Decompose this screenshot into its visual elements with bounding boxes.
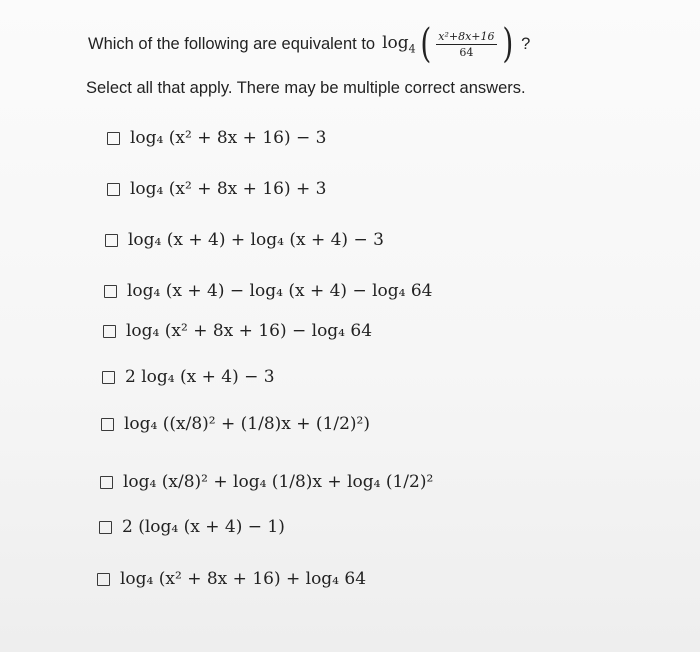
question-fraction [436, 30, 496, 59]
checkbox-icon[interactable] [103, 325, 116, 338]
option-10-expression: log₄ (x² + 8x + 16) + log₄ 64 [120, 569, 367, 589]
option-8-expression: log₄ (x/8)² + log₄ (1/8)x + log₄ (1/2)² [123, 472, 434, 492]
checkbox-icon[interactable] [107, 183, 120, 196]
question-fraction-numerator: x²+8x+16 [438, 29, 495, 43]
question-mark: ? [521, 34, 531, 53]
option-3-expression: log₄ (x + 4) + log₄ (x + 4) − 3 [128, 230, 384, 250]
question-text [88, 21, 531, 67]
question-prefix: Which of the following are equivalent to [88, 34, 376, 53]
option-7-expression: log₄ ((x/8)² + (1/8)x + (1/2)²) [124, 414, 371, 434]
question-log: $\log_4$ [382, 32, 416, 56]
checkbox-icon[interactable] [100, 476, 113, 489]
checkbox-icon[interactable] [102, 371, 115, 384]
option-6-expression: 2 log₄ (x + 4) − 3 [125, 367, 275, 387]
option-4-expression: log₄ (x + 4) − log₄ (x + 4) − log₄ 64 [127, 281, 433, 301]
option-1[interactable] [107, 128, 326, 148]
option-5[interactable] [103, 321, 372, 341]
checkbox-icon[interactable] [97, 573, 110, 586]
option-2[interactable] [107, 179, 326, 199]
option-7[interactable] [101, 414, 370, 434]
question-left-paren: ( [419, 21, 431, 67]
checkbox-icon[interactable] [99, 521, 112, 534]
option-9-expression: 2 (log₄ (x + 4) − 1) [122, 517, 285, 537]
checkbox-icon[interactable] [104, 285, 117, 298]
question-fraction-denominator: 64 [459, 45, 474, 59]
option-10[interactable] [97, 569, 366, 589]
question-right-paren: ) [501, 21, 513, 67]
option-5-expression: log₄ (x² + 8x + 16) − log₄ 64 [126, 321, 373, 341]
option-6[interactable] [102, 367, 275, 387]
option-9[interactable] [99, 517, 285, 537]
checkbox-icon[interactable] [105, 234, 118, 247]
checkbox-icon[interactable] [101, 418, 114, 431]
option-2-expression: log₄ (x² + 8x + 16) + 3 [130, 179, 327, 199]
option-1-expression: log₄ (x² + 8x + 16) − 3 [130, 128, 327, 148]
option-3[interactable] [105, 230, 384, 250]
option-8[interactable] [100, 472, 433, 492]
instruction-text: Select all that apply. There may be multiple correct answers. [86, 79, 526, 97]
option-4[interactable] [104, 281, 433, 301]
checkbox-icon[interactable] [107, 132, 120, 145]
